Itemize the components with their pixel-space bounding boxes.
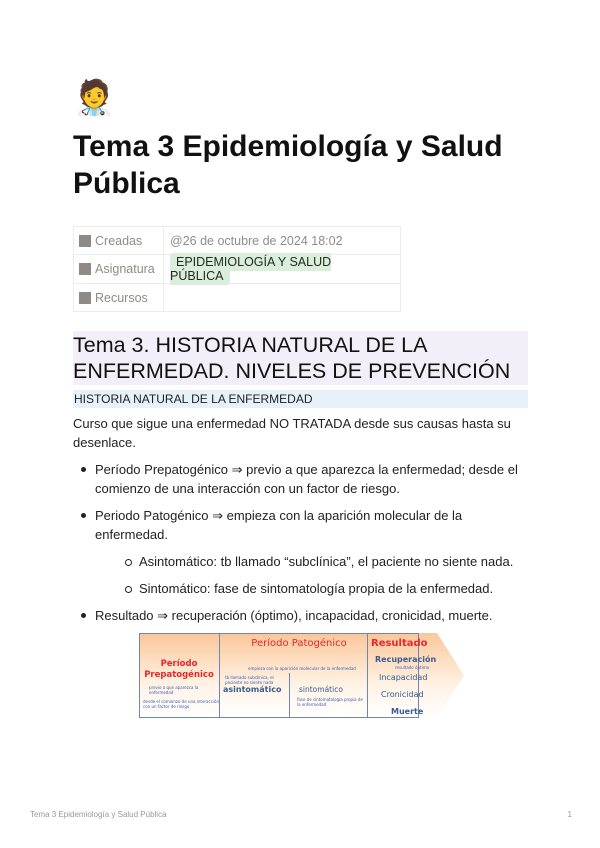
property-key [74, 284, 164, 312]
list-item [73, 506, 533, 598]
outcome-death: Muerte [391, 707, 424, 716]
property-row [74, 255, 401, 284]
intro-paragraph: Curso que sigue una enfermedad NO TRATADA desde sus causas hasta su desenlace. [73, 416, 511, 450]
section-heading: Tema 3. HISTORIA NATURAL DE LA ENFERMEDAD. NIVELES DE PREVENCIÓN [73, 331, 528, 385]
result-title: Resultado [371, 638, 428, 649]
outcome-recovery: Recuperación [375, 655, 437, 664]
property-value[interactable] [164, 255, 401, 284]
subheading: HISTORIA NATURAL DE LA ENFERMEDAD [73, 390, 528, 408]
property-label: Creadas [95, 233, 143, 248]
list-item-text: Periodo Patogénico ⇒ empieza con la aparición molecular de la enfermedad. [95, 508, 463, 542]
recovery-note: resultado óptimo [395, 665, 430, 670]
page-title: Tema 3 Epidemiología y Salud Pública [73, 130, 503, 200]
property-key [74, 255, 164, 284]
property-icon [79, 263, 91, 275]
property-label: Recursos [95, 290, 148, 305]
divider [367, 633, 368, 718]
page-number: 1 [567, 810, 572, 819]
content [73, 414, 533, 633]
symptomatic-label: sintomático [299, 685, 343, 694]
asymptomatic-label: asintomático [223, 685, 282, 694]
prepathogenic-title: Período Prepatogénico [144, 659, 214, 680]
divider [289, 673, 290, 718]
footer-title: Tema 3 Epidemiología y Salud Pública [30, 810, 167, 819]
sub-list-item: Asintomático: tb llamado “subclínica”, el paciente no siente nada. [117, 552, 533, 571]
prepathogenic-note-2: desde el comienzo de una interacción con un factor de riesgo [143, 699, 219, 709]
properties-table [73, 226, 401, 312]
list-item: Resultado ⇒ recuperación (óptimo), incapacidad, cronicidad, muerte. [73, 606, 533, 625]
page-icon: 🧑‍⚕️ [73, 79, 116, 117]
property-row [74, 227, 401, 255]
sub-list-item: Sintomático: fase de sintomatología propia de la enfermedad. [117, 579, 533, 598]
natural-history-diagram [139, 633, 464, 721]
pathogenic-note: empieza con la aparición molecular de la enfermedad [248, 666, 356, 671]
property-value[interactable]: @26 de octubre de 2024 18:02 [164, 227, 401, 255]
symptomatic-note: fase de sintomatología propia de la enfermedad [297, 697, 363, 707]
property-row [74, 284, 401, 312]
page-footer [30, 810, 572, 819]
pathogenic-title: Período Patogénico [251, 638, 347, 649]
property-value[interactable] [164, 284, 401, 312]
asymptomatic-note: tb llamado subclínica, el paciente no siente nada [225, 675, 274, 685]
property-icon [79, 235, 91, 247]
outcome-chronicity: Cronicidad [381, 690, 424, 699]
list-item: Período Prepatogénico ⇒ previo a que aparezca la enfermedad; desde el comienzo de una interacción con un factor de riesgo. [73, 460, 533, 498]
prepathogenic-note: previo a que aparezca la enfermedad [149, 685, 199, 695]
outcome-disability: Incapacidad [379, 673, 428, 682]
property-key [74, 227, 164, 255]
subject-tag[interactable]: EPIDEMIOLOGÍA Y SALUD PÚBLICA [170, 255, 332, 283]
property-icon [79, 292, 91, 304]
property-label: Asignatura [95, 262, 155, 276]
